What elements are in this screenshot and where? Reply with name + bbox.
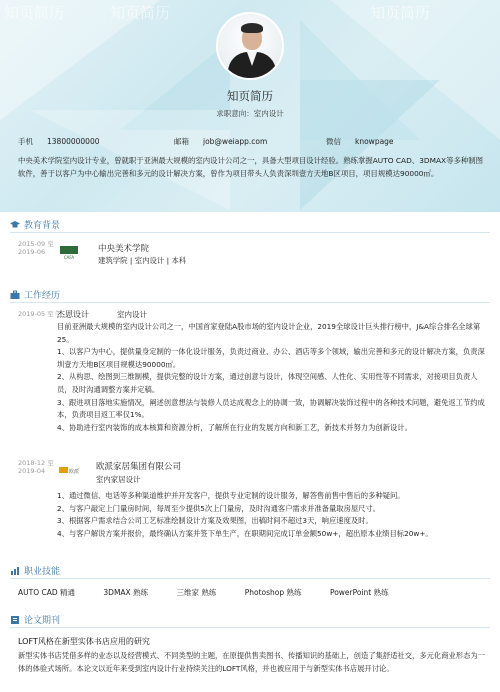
job-line: 3、跟进项目落地实施情况，阐述创意想法与装修人员达成观念上的协调一致，协调解决装饰过程中的各种技术问题，避免返工节约成本，负责项目返工率仅1%。 xyxy=(57,397,485,420)
job-role: 室内设计 xyxy=(117,310,147,319)
chart-icon xyxy=(10,566,20,576)
school-name: 中央美术学院 xyxy=(98,244,150,254)
contact-wechat xyxy=(326,136,394,147)
section-title-skills: 职业技能 xyxy=(10,564,60,577)
watermark: 知页简历 xyxy=(370,4,431,22)
graduation-cap-icon xyxy=(10,220,20,230)
job-line: 4、协助进行室内装饰的成本核算和资源分析，了解所在行业的发展方向和新工艺，新技术并努力为创新设计。 xyxy=(57,422,412,432)
job-description xyxy=(57,490,489,540)
job-description xyxy=(57,321,489,434)
skill-item: PowerPoint 熟练 xyxy=(329,588,389,597)
svg-text:CAFA: CAFA xyxy=(63,255,75,260)
header-banner xyxy=(0,0,500,212)
skill-item: 三维家 熟练 xyxy=(176,588,217,597)
job-line: 1、以客户为中心，提供量身定制的一体化设计服务，负责过商业、办公、酒店等多个领域，输出完善和多元的设计解决方案，负责深圳壹方天地B区项目规模达90000㎡。 xyxy=(57,347,485,369)
skill-item: 3DMAX 熟练 xyxy=(103,588,149,597)
section-divider xyxy=(10,627,490,628)
section-title-education: 教育背景 xyxy=(10,218,60,231)
job-company: 杰恩设计 xyxy=(57,310,89,319)
candidate-name: 知页简历 xyxy=(227,89,273,103)
phone-value: 13800000000 xyxy=(47,137,100,146)
section-divider xyxy=(10,578,490,579)
skill-item: AUTO CAD 精通 xyxy=(18,588,76,597)
section-title-work: 工作经历 xyxy=(10,288,60,301)
section-divider xyxy=(10,302,490,303)
profile-summary: 中央美术学院室内设计专业，曾就职于亚洲最大规模的室内设计公司之一，具备大型项目设计经验。熟练掌握AUTO CAD、3DMAX等多种制图软件，善于以客户为中心输出完善和多元的设计解决方案，曾作为项目带头人负责深圳壹方天地B区项目，项目规模达90000㎡。 xyxy=(18,156,484,178)
phone-label: 手机 xyxy=(18,137,33,146)
job-line: 2、与客户敲定上门量房时间，每周至少提供5次上门量房，及时沟通客户需求并准备量取房屋尺寸。 xyxy=(57,503,381,513)
job-date: 2018-12 至 2019-04 xyxy=(18,459,54,475)
company-logo xyxy=(58,465,80,475)
section-divider xyxy=(10,232,490,233)
job-line: 2、从构思、绘图到三维制模，提供完整的设计方案，通过创意与设计，体现空间感、人性化、实用性等不同需求，对接项目负责人员，及时沟通调整方案并定稿。 xyxy=(57,372,478,394)
briefcase-icon xyxy=(10,290,20,300)
paper-abstract: 新型实体书店凭借多样的业态以及经营模式、不同类型的主题，在原提供售卖图书、传播知识的基础上，创造了集舒适社交，多元化商业形态为一体的体验式场所。本论文以近年来受到室内设计行业持续关注的LOFT风格，并也被应用于与新型实体书店展开讨论。 xyxy=(18,651,485,673)
wechat-value: knowpage xyxy=(355,137,394,146)
wechat-label: 微信 xyxy=(326,137,341,146)
education-date: 2015-09 至 2019-06 xyxy=(18,240,54,256)
job-line: 目前亚洲最大规模的室内设计公司之一，中国首家登陆A股市场的室内设计企业，2019全球设计巨头排行榜中，J&A综合排名全球第25。 xyxy=(57,322,481,344)
skills-list xyxy=(18,587,415,598)
school-logo xyxy=(58,244,80,260)
svg-text:欧派: 欧派 xyxy=(68,469,80,475)
avatar xyxy=(216,12,284,80)
skill-item: Photoshop 熟练 xyxy=(244,588,302,597)
watermark: 知页简历 xyxy=(4,4,65,22)
job-line: 4、与客户解说方案并报价，最终确认方案并签下单生产，在职期间完成订单金额50w+，超出原本业绩目标20w+。 xyxy=(57,528,433,538)
job-company: 欧派家居集团有限公司 xyxy=(96,462,182,472)
job-intent: 求职意向：室内设计 xyxy=(216,109,284,118)
section-title-papers: 论文期刊 xyxy=(10,613,60,626)
email-label: 邮箱 xyxy=(174,137,189,146)
contact-email xyxy=(174,136,267,147)
paper-title: LOFT风格在新型实体书店应用的研究 xyxy=(18,637,150,646)
school-detail: 建筑学院 | 室内设计 | 本科 xyxy=(98,256,187,265)
watermark: 知页简历 xyxy=(110,4,171,22)
job-line: 1、通过微信、电话等多种渠道维护并开发客户，提供专业定制的设计服务，解答售前售中售后的多种疑问。 xyxy=(57,491,405,500)
job-line: 3、根据客户需求结合公司工艺标准绘制设计方案及效果图，出稿时间不超过3天，响应速度及时。 xyxy=(57,516,373,526)
job-date: 2019-05 至今 xyxy=(18,310,61,318)
book-icon xyxy=(10,615,20,625)
email-value: job@weiapp.com xyxy=(203,137,268,146)
job-role: 室内家居设计 xyxy=(96,475,141,484)
contact-phone xyxy=(18,136,100,147)
